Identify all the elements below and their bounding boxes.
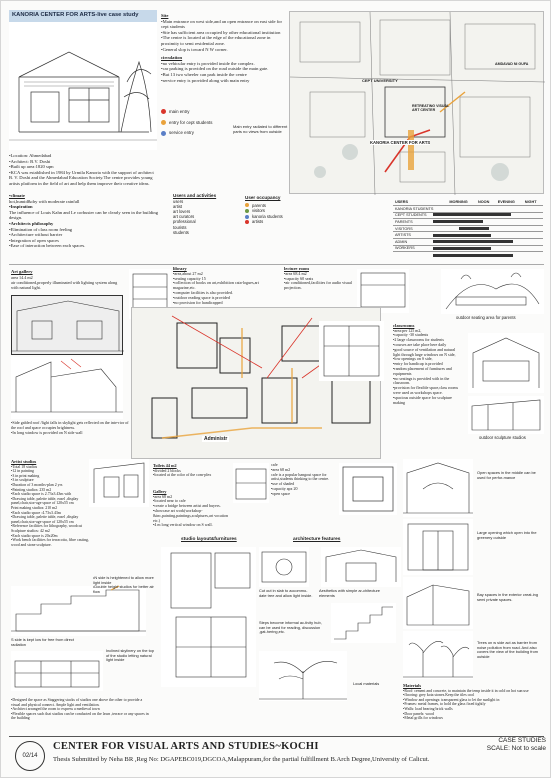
schedule-user: KANORIA STUDENTS xyxy=(393,206,447,213)
classrooms-text: •area:per 125 m2, •capacity -30 students •2 large classrooms for students •courses are take place here daily •good source of ventilation and natural light through large windows on N side, •low openings on S side, •entry for handicap is provided •random placement of furnitures and equipments •no seatings is provided with in the classroom. •provision for flexible space,class rooms were used as workshops space. •spacious outside space for sculpture making xyxy=(393,327,459,405)
philosophy-heading: •Architects philosophy xyxy=(9,220,54,226)
arch-feature-caption-2: Aesthetics with simple ar-chitecture elements xyxy=(319,588,380,598)
studio-layout-heading: studio layout&furnitures xyxy=(181,537,237,542)
parents-marker xyxy=(245,203,249,207)
site-section xyxy=(161,13,286,103)
arch-features-heading: architecture features xyxy=(293,537,341,542)
arch-feature-caption-4: Local materials xyxy=(353,681,380,686)
schedule-bar xyxy=(459,227,489,230)
schedule-bar xyxy=(433,220,483,223)
outdoor-seating-drawing xyxy=(441,269,544,314)
lecture-section xyxy=(284,266,356,296)
schedule-user: ADMIN xyxy=(393,239,447,246)
cafe-sketch-drawing xyxy=(233,463,269,503)
trees-drawing xyxy=(403,631,473,679)
artists-label: artists xyxy=(252,219,264,225)
art-gallery-sketch xyxy=(11,295,123,355)
materials-text: •Roof: cement and concrete, to maintain the temp inside it in cold on hot sun use •flooring: grey kota stones.Keep the tiles cool •Window and openings: transparent glass to let the sunlight in •Frames: metal frames, to hold the glass fixed tightly •Walls: load bearing brick walls •Door panels: wood •Metal grills for windows xyxy=(403,688,529,721)
studio-elevation-drawing xyxy=(11,651,103,691)
bay-space-sketch xyxy=(403,577,473,629)
schedule-bar xyxy=(433,240,513,243)
outdoor-caption: outdoor seating area for parents xyxy=(456,315,516,320)
footer-case-label: CASE STUDIES xyxy=(498,737,546,744)
toilets-heading: Toilets 44 m2 xyxy=(153,463,177,468)
studio-note-south: S side is kept low for free from direct radiation xyxy=(11,637,74,647)
toilets-section xyxy=(153,463,213,487)
philosophy-text: •Elimination of class room feeling •Architecture without barrier •Integration of open spaces •Ease of interaction between each spaces. xyxy=(9,226,86,249)
schedule-bar xyxy=(433,234,491,237)
open-space-drawing xyxy=(403,459,473,517)
artist-studios-caption: •Designed the space as Staggering stacks of studios one above the other to provide a visual and physical connect. Ample light and ventilation. •Architect arranged the room to express a medieval town •Flexible spaces such that studios can be conducted on the lawn ,terrace or any spaces in the building xyxy=(11,698,149,721)
schedule-col: NIGHT xyxy=(523,199,543,206)
parents-label: parents xyxy=(252,202,266,208)
art-gallery-section xyxy=(11,269,121,291)
site-heading: Site xyxy=(161,13,169,18)
art-gallery-section-drawing xyxy=(11,357,123,419)
circulation-text: •no vehicular entry is provided inside the complex. •car parking is provided on the road outside the main gate. •But 13 two wheeler can park inside the centre •service entry is provided along with main entry xyxy=(161,60,269,83)
gallery-text: •area 68 m2 •located near to cafe •create a bridge between artist and buyers. •showcase art work(workshop-&inc,painting,paintings,sculptures,art vocation etc.) •4 m long vertical window on S wall. xyxy=(153,493,228,528)
arch-feature-slab-sketch xyxy=(259,547,309,587)
gallery-heading: Gallery xyxy=(153,489,167,494)
site-plan xyxy=(289,11,544,194)
lecture-text: •area 68.4 m2 •capacity 60 seats •air conditioned,facilities for audio visual projection. xyxy=(284,270,352,291)
occupancy-heading: User occupancy xyxy=(245,195,281,200)
entry-main xyxy=(161,109,241,115)
artist-studios-text: •Total 18 studios •12 in painting •3 in print making •3 in sculpture •Duration of 3 months-plan 2 yrs •Painting studios: 235 m2 •Each studio space is 2.73x3.43m with •Drawing table, palette table, easel ,display panel,chair,stor-age space of 120x55 cm Print making studios: 210 m2 •Each studio space :4.73x3.43m •Drawing table, palette table, easel ,display panel,chair,stor-age space of 120x55 cm •Reference facilities for lithography, woodcut Sculpture studios: 42 m2 •Each studio space is 20x20m •Work bench facilities for terracotta, fibre casting, wood and stone sculpture. xyxy=(11,464,89,547)
classroom-photo-drawing xyxy=(468,333,544,393)
sheet-number-badge xyxy=(15,741,45,771)
schedule-col: MORNING xyxy=(447,199,476,206)
users-list: users artist art lovers art curators professional tourists students xyxy=(173,198,196,235)
arch-feature-caption-1: Cut out in slab to accommo-date tree and allow light inside. xyxy=(259,588,313,598)
site-label-cept: CEPT UNIVERSITY xyxy=(362,78,398,83)
gallery-plan-sketch xyxy=(339,463,397,515)
occ-artists xyxy=(245,219,305,225)
elements-drawing xyxy=(321,547,401,587)
footer-scale: SCALE: Not to scale xyxy=(486,745,546,752)
art-gallery-section-sketch xyxy=(11,357,123,419)
art-gallery-caption: •Side gabled roof /light falls in skylight gets reflected on the inte-rior of the roof and space occupies brightness. •In long window is provided on N side wall xyxy=(11,420,129,435)
schedule-bar xyxy=(433,213,511,216)
studio-note-skylight: Inclined skylinery on the top of the studio letting natural light inside xyxy=(106,648,155,663)
artist-studios-section xyxy=(11,459,89,583)
inspiration-text: The influence of Louis Kahn and Le corbusier can be clearly seen in the building design. xyxy=(9,209,158,221)
circulation-heading: circulation xyxy=(161,55,183,61)
studio-layout-drawing xyxy=(161,547,256,687)
schedule-user: WORKERS xyxy=(393,245,447,252)
user-schedule-table xyxy=(393,199,543,252)
materials-heading: Materials xyxy=(403,683,422,688)
main-entry-marker xyxy=(161,109,166,114)
schedule-bar xyxy=(433,247,491,250)
building-sketch xyxy=(9,22,157,150)
site-text: •Main entrance on west side,and an open entrance on east side for cept students •Site has sufficient area occupied by other educational institution •The centre is located at the edge of the educational zone in proximity to semi residential zone. •General slop is toward N W corner. xyxy=(161,18,283,52)
schedule-row xyxy=(393,206,543,213)
studio-layout-sketch xyxy=(161,547,256,687)
header-banner xyxy=(9,10,157,22)
outdoor-seating-sketch xyxy=(441,269,544,314)
site-label-kanoria: KANORIA CENTER FOR ARTS xyxy=(370,140,431,145)
schedule-user: PARENTS xyxy=(393,219,447,226)
kanoria-marker xyxy=(245,215,249,219)
trees-sketch xyxy=(403,631,473,679)
studio-note-north: •N side is heightened to allow more light inside •Double height studios for better air flow xyxy=(93,575,154,594)
sculpture-studio-drawing xyxy=(468,396,544,434)
sheet-number: 02/14 xyxy=(22,753,38,759)
art-gallery-text: area 14.4 m2 air conditioned,properly illuminated with lighting system along with natural light. xyxy=(11,274,118,290)
gallery-plan-drawing xyxy=(339,463,397,515)
slab-drawing xyxy=(259,547,309,587)
visitors-label: visitors xyxy=(252,208,266,214)
climate-text: hot,humid&dry with moderate rainfall xyxy=(9,198,80,204)
schedule-col: USERS xyxy=(393,199,447,206)
right-caption-4: Trees on w side act as barrier from noise pollution from road. And also covers the view of the building from outside xyxy=(477,640,538,659)
footer-thesis: Thesis Submitted by Neha BR ,Reg No: DGAPEBC019,DGCOA,Malappuram,for the partial fulfillment B.Arch Degree,University of Calicut. xyxy=(53,756,430,763)
users-heading: Users and activities xyxy=(173,193,217,198)
main-entry-label: main entry xyxy=(169,109,190,114)
classrooms-section xyxy=(393,323,463,418)
section-divider xyxy=(9,264,544,265)
classroom-sketch-drawing xyxy=(319,321,384,381)
schedule-col: NOON xyxy=(476,199,496,206)
cept-entry-marker xyxy=(161,120,166,125)
entry-cept xyxy=(161,120,241,126)
schedule-header-row xyxy=(393,199,543,206)
artist-studios-heading: Artist studios xyxy=(11,459,37,464)
lecture-heading: lecture room xyxy=(284,266,309,271)
kanoria-label: kanoria students xyxy=(252,213,283,219)
site-label-visual: RETREATING VISUAL ART CENTER xyxy=(412,104,450,112)
art-gallery-heading: Art gallery xyxy=(11,269,33,274)
bay-space-drawing xyxy=(403,577,473,629)
opening-drawing xyxy=(403,519,473,575)
schedule-bar xyxy=(433,254,513,257)
toilets-text: •divided 2 blocks •located at the color of the com-plex xyxy=(153,467,212,478)
schedule-user: VISITORS xyxy=(393,225,447,232)
climate-heading: •climate xyxy=(9,193,25,198)
arch-feature-tree-sketch xyxy=(259,651,347,701)
artists-marker xyxy=(245,220,249,224)
tree-drawing xyxy=(259,651,347,701)
right-caption-2: Large opening which open into the greenery outside xyxy=(477,530,537,540)
arch-feature-elements-sketch xyxy=(321,547,401,587)
gallery-section xyxy=(153,489,233,541)
right-caption-1: Open spaces in the middle can be used for perfor-mance xyxy=(477,470,536,480)
service-entry-label: service entry xyxy=(169,130,194,136)
steps-drawing xyxy=(331,603,396,643)
classroom-sketch xyxy=(319,321,384,381)
site-label-gufa: AMDAVAD NI GUFA xyxy=(495,62,529,66)
visitors-marker xyxy=(245,209,249,213)
schedule-user: CEPT STUDENTS xyxy=(393,212,447,219)
service-entry-marker xyxy=(161,131,166,136)
studio-interior-sketch xyxy=(89,459,149,507)
footer-main-title: CENTER FOR VISUAL ARTS AND STUDIES~KOCHI xyxy=(53,741,319,752)
right-caption-3: Bay spaces in the exterior creat-ing semi private spaces. xyxy=(477,592,538,602)
library-text: •area,about 27 m2 •seating capacity 15 •collection of books on art,exhibition cata-logues,art magazine,etc. •computer facilities is also provided. •outdoor reading space is provided •no provision for handicapped xyxy=(173,270,259,306)
art-gallery-sketch-drawing xyxy=(12,296,124,356)
building-sketch-drawing xyxy=(9,22,157,150)
page-title: KANORIA CENTER FOR ARTS-live case study xyxy=(12,12,139,18)
open-space-sketch xyxy=(403,459,473,517)
sculpture-studio-sketch xyxy=(468,396,544,434)
users-section xyxy=(173,193,238,253)
climate-section xyxy=(9,193,159,249)
arch-feature-caption-3: Steps become informal ac-tivity hub, can be used for reading, discussion ,gat-hering,etc. xyxy=(259,620,322,635)
inspiration-heading: •Inspiration xyxy=(9,204,33,210)
cafe-sketch xyxy=(233,463,269,503)
library-heading: library xyxy=(173,266,187,271)
studio-interior-drawing xyxy=(89,459,149,507)
cafe-text: cafe •area 68 m2 cafe is a popular hangout space for artist,students thinking to the centre. •use of shaded •capacity apx 20 •open space xyxy=(271,462,330,496)
arch-feature-steps-sketch xyxy=(331,603,396,643)
schedule-col: EVENING xyxy=(496,199,523,206)
studio-elevation-sketch xyxy=(11,651,103,691)
entry-service xyxy=(161,130,241,136)
footer-divider xyxy=(9,736,544,737)
materials-section xyxy=(403,683,546,733)
cept-entry-label: entry for cept students xyxy=(169,119,213,125)
classroom-photo-sketch xyxy=(468,333,544,393)
intro-text: •Location: Ahmedabad •Architect: B.V. Doshi •Built up area:1820 sqm •KCA was established in 1984 by Urmila Kanoria with the support of architect B. V. Doshi and the Ahmedabad Education Society.The centre provides young artists platform in the field of art and help them improve their creative ideas. xyxy=(9,153,154,186)
opening-sketch xyxy=(403,519,473,575)
classrooms-caption: outdoor sculpture studios xyxy=(479,435,526,440)
schedule-user: ARTISTS xyxy=(393,232,447,239)
plan-admin-label: Administr xyxy=(204,436,228,442)
entry-note: Main entry radiated to different parts no views from outside xyxy=(233,124,288,134)
entries-legend xyxy=(161,109,241,151)
occupancy-section xyxy=(245,195,305,241)
classrooms-heading: classrooms xyxy=(393,323,415,328)
